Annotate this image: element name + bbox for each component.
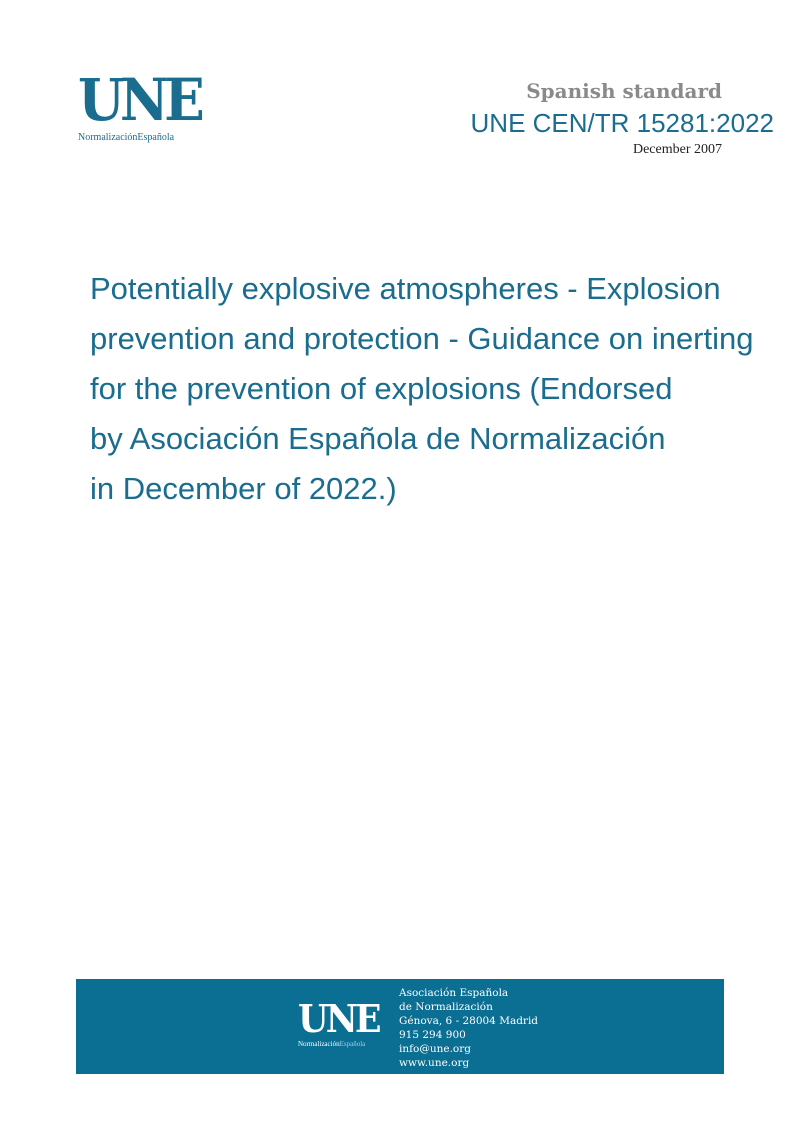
address-line-phone: 915 294 900: [399, 1029, 466, 1041]
title-line: in December of 2022.): [90, 471, 397, 506]
standard-code: UNE CEN/TR 15281:2022: [470, 108, 774, 138]
address-line-org-2: de Normalización: [399, 1001, 493, 1013]
logo-sub-a: Normalización: [78, 132, 138, 143]
address-line-website: www.une.org: [399, 1057, 470, 1069]
footer-address: [399, 986, 538, 1070]
document-title: [90, 264, 790, 514]
address-line-street: Génova, 6 - 28004 Madrid: [399, 1015, 539, 1027]
footer-band: [76, 979, 724, 1074]
footer-logo-mark: UNE: [298, 996, 379, 1041]
standard-date: December 2007: [632, 142, 722, 157]
address-line-email: info@une.org: [399, 1043, 471, 1055]
logo-sub-b: Española: [137, 132, 175, 143]
standard-header: [471, 78, 774, 158]
standard-type: Spanish standard: [526, 79, 722, 103]
une-logo: [78, 66, 201, 144]
footer-une-logo: [298, 996, 386, 1048]
footer-logo-sub-b: Española: [339, 1040, 366, 1048]
title-line: by Asociación Española de Normalización: [90, 421, 666, 456]
footer-logo-sub-a: Normalización: [298, 1040, 340, 1048]
address-line-org: Asociación Española: [399, 987, 509, 999]
title-line: for the prevention of explosions (Endorsed: [90, 371, 673, 406]
title-line: prevention and protection - Guidance on inerting: [90, 321, 754, 356]
title-line: Potentially explosive atmospheres - Explosion: [90, 271, 721, 306]
footer-logo-subtitle: [298, 1040, 386, 1048]
une-logo-mark: UNE: [78, 66, 201, 134]
